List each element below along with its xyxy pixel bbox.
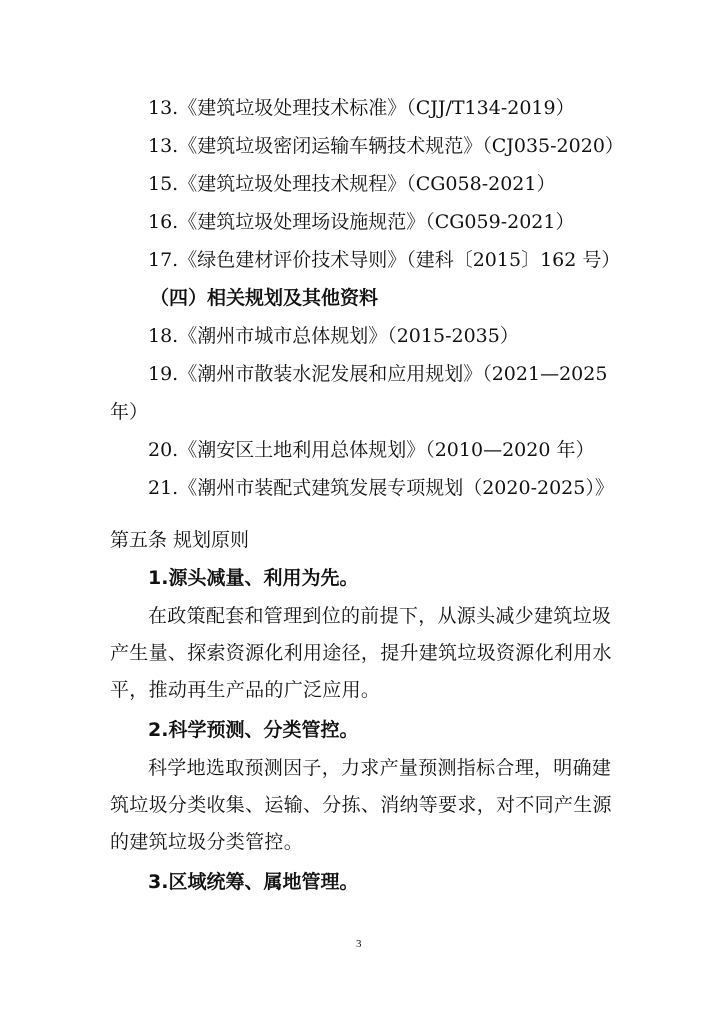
page-number: 3 (356, 938, 362, 950)
article-title: 第五条 规划原则 (110, 529, 250, 551)
reference-item: 19.《潮州市散装水泥发展和应用规划》（2021—2025 (148, 363, 608, 385)
principle-paragraph: 在政策配套和管理到位的前提下，从源头减少建筑垃圾产生量、探索资源化利用途径，提升建筑垃圾资源化利用水平，推动再生产品的广泛应用。 (110, 605, 612, 701)
reference-item: 20.《潮安区土地利用总体规划》（2010—2020 年） (148, 439, 595, 461)
reference-item: 13.《建筑垃圾处理技术标准》（CJJ/T134-2019） (148, 97, 575, 119)
reference-item: 17.《绿色建材评价技术导则》（建科〔2015〕162 号） (148, 249, 621, 271)
reference-item: 16.《建筑垃圾处理场设施规范》（CG059-2021） (148, 211, 575, 233)
section-heading: （四）相关规划及其他资料 (150, 287, 379, 309)
reference-item: 18.《潮州市城市总体规划》（2015-2035） (148, 325, 519, 347)
principle-heading: 3.区域统筹、属地管理。 (148, 871, 359, 893)
principle-heading: 2.科学预测、分类管控。 (148, 719, 359, 741)
principle-paragraph: 科学地选取预测因子，力求产量预测指标合理，明确建筑垃圾分类收集、运输、分拣、消纳等要求，对不同产生源的建筑垃圾分类管控。 (110, 757, 612, 853)
reference-item: 13.《建筑垃圾密闭运输车辆技术规范》（CJ035-2020） (148, 135, 624, 157)
reference-item: 21.《潮州市装配式建筑发展专项规划（2020-2025）》 (148, 477, 614, 499)
principle-heading: 1.源头减量、利用为先。 (148, 567, 359, 589)
reference-item-continuation: 年） (110, 401, 149, 423)
reference-item: 15.《建筑垃圾处理技术规程》（CG058-2021） (148, 173, 556, 195)
